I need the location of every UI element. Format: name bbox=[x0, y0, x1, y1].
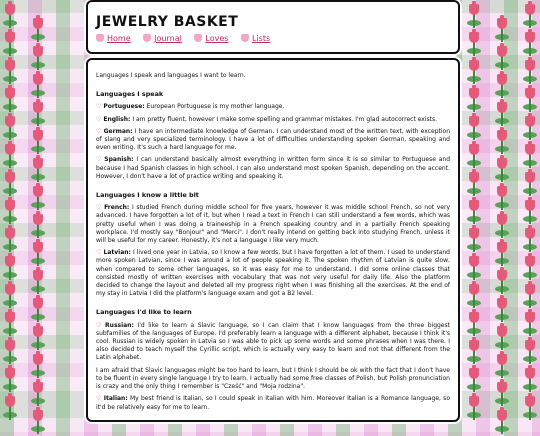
site-header bbox=[86, 0, 460, 54]
tulip-icon bbox=[30, 18, 46, 44]
language-name: Latvian: bbox=[103, 249, 131, 257]
tulip-icon bbox=[30, 354, 46, 380]
tulip-icon bbox=[30, 158, 46, 184]
tulip-icon bbox=[30, 74, 46, 100]
heart-icon: ♡ bbox=[96, 115, 102, 123]
section-heading-little: Languages I know a little bit bbox=[96, 191, 199, 200]
tulip-icon bbox=[2, 60, 18, 86]
list-item bbox=[96, 395, 450, 411]
tulip-icon bbox=[494, 46, 510, 72]
list-item bbox=[96, 116, 450, 124]
tulip-icon bbox=[30, 186, 46, 212]
tulip-icon bbox=[2, 340, 18, 366]
tulip-icon bbox=[522, 172, 538, 198]
language-description: I lived one year in Latvia, so I know a few words, but I have forgotten a lot of them. I used to understand more spoken Latvian, since I was around a lot of people speaking it. The spoken rhythm of Latvian is quite slow, when compared to some other languages, so it was easy for me to understand. I did some online classes that consisted mostly of written exercises with vocabulary that was not very useful for daily life. Also the platform decided to change the layout and deleted all my progress right when I was finishing all the exercises. At the end of my stay in Latvia I did the platform's language exam and got a B2 level. bbox=[96, 249, 450, 298]
nav-home-label: Home bbox=[107, 34, 131, 43]
language-name: Italian: bbox=[103, 395, 128, 403]
language-description: I'd like to learn a Slavic language, so I can claim that I know languages from the three biggest subfamilies of the languages of Europe. I'd preferably learn a language with a different alphabet, because I think it's cool. Russian is widely spoken in Latvia so I was able to pick up some words and some phrases when I was there. I also decided to teach myself the Cyrillic script, which is actually very easy to learn and not that different from the Latin alphabet. bbox=[96, 321, 450, 362]
language-name: Portuguese: bbox=[103, 103, 145, 111]
tulip-icon bbox=[522, 396, 538, 422]
tulip-icon bbox=[522, 228, 538, 254]
tulip-icon bbox=[466, 312, 482, 338]
heart-icon: ♡ bbox=[96, 103, 102, 111]
heart-icon: ♡ bbox=[96, 249, 102, 257]
tulip-icon bbox=[522, 144, 538, 170]
language-description: I have an intermediate knowledge of German. I can understand most of the written text, with exception of slang and very specialized terminology. I have a lot of difficulties understanding spoken German, speaking and even writing. It's such a hard language for me. bbox=[96, 127, 450, 152]
tulip-icon bbox=[96, 34, 104, 42]
tulip-icon bbox=[466, 396, 482, 422]
tulip-icon bbox=[494, 130, 510, 156]
tulip-icon bbox=[522, 200, 538, 226]
section-heading-speak: Languages I speak bbox=[96, 90, 164, 99]
tulip-icon bbox=[494, 326, 510, 352]
tulip-icon bbox=[2, 396, 18, 422]
tulip-icon bbox=[494, 158, 510, 184]
tulip-icon bbox=[2, 4, 18, 30]
nav-journal-link[interactable] bbox=[143, 34, 182, 43]
tulip-icon bbox=[30, 102, 46, 128]
tulip-icon bbox=[466, 368, 482, 394]
tulip-icon bbox=[494, 382, 510, 408]
tulip-icon bbox=[466, 144, 482, 170]
list-item-continued: I am afraid that Slavic languages might be too hard to learn, but I think I should be ok with the fact that I don't have to be fluent in every single language I try to learn. I actually had some free classes of Polish, but Polish pronunciation is crazy and the only thing I remember is "Cześć" and "Moja rodzina". bbox=[96, 366, 450, 391]
language-name: English: bbox=[103, 115, 131, 123]
section-heading-learn: Languages I'd like to learn bbox=[96, 308, 192, 317]
tulip-icon bbox=[466, 116, 482, 142]
tulip-icon bbox=[466, 228, 482, 254]
tulip-icon bbox=[30, 326, 46, 352]
tulip-icon bbox=[2, 116, 18, 142]
list-item bbox=[96, 103, 450, 111]
tulip-icon bbox=[522, 60, 538, 86]
tulip-icon bbox=[466, 284, 482, 310]
tulip-icon bbox=[522, 32, 538, 58]
tulip-icon bbox=[2, 88, 18, 114]
list-item bbox=[96, 249, 450, 298]
language-description: I can understand basically almost everything in written form since it is so similar to Portuguese and because I had Spanish classes in high school. I can also understand most spoken Spanish, depending on the accent. However, I don't have a lot of practice writing and speaking it. bbox=[96, 156, 450, 180]
tulip-icon bbox=[522, 116, 538, 142]
tulip-icon bbox=[494, 18, 510, 44]
tulip-icon bbox=[466, 32, 482, 58]
tulip-icon bbox=[466, 200, 482, 226]
language-description: I studied French during middle school for five years, however it was middle school French, so not very advanced. I have forgotten a lot of it, but when I read a text in French I can still understand a few words, which was pretty useful when I was doing a traineeship in a French speaking country and in a partially French speaking workplace. I'd mostly say "Bonjour" and "Merci". I don't really intend on getting back into studying French, unless it will be useful for my career. Honestly, it's not a language I like very much. bbox=[96, 204, 450, 245]
intro-text: Languages I speak and languages I want to learn. bbox=[96, 72, 246, 79]
tulip-icon bbox=[466, 88, 482, 114]
heart-icon: ♡ bbox=[96, 321, 104, 329]
nav-lists-link[interactable] bbox=[241, 34, 270, 43]
tulip-icon bbox=[522, 368, 538, 394]
tulip-icon bbox=[30, 242, 46, 268]
site-title: JEWELRY BASKET bbox=[96, 14, 239, 30]
tulip-icon bbox=[2, 228, 18, 254]
tulip-icon bbox=[2, 172, 18, 198]
tulip-icon bbox=[241, 34, 249, 42]
language-name: Spanish: bbox=[104, 156, 134, 164]
tulip-icon bbox=[522, 312, 538, 338]
tulip-icon bbox=[494, 410, 510, 436]
tulip-icon bbox=[30, 270, 46, 296]
tulip-icon bbox=[2, 144, 18, 170]
list-item bbox=[96, 128, 450, 153]
tulip-icon bbox=[30, 46, 46, 72]
nav-home-link[interactable] bbox=[96, 34, 131, 43]
language-description: I am pretty fluent, however I make some spelling and grammar mistakes. I'm glad autocorrect exists. bbox=[130, 115, 438, 123]
tulip-icon bbox=[194, 34, 202, 42]
list-item bbox=[96, 322, 450, 363]
language-description: European Portuguese is my mother language. bbox=[144, 103, 285, 111]
tulip-icon bbox=[30, 298, 46, 324]
tulip-icon bbox=[466, 4, 482, 30]
tulip-icon bbox=[522, 88, 538, 114]
tulip-icon bbox=[494, 186, 510, 212]
heart-icon: ♡ bbox=[96, 204, 103, 212]
tulip-icon bbox=[466, 256, 482, 282]
tulip-icon bbox=[522, 4, 538, 30]
tulip-icon bbox=[522, 256, 538, 282]
language-name: German: bbox=[103, 127, 133, 135]
tulip-icon bbox=[466, 340, 482, 366]
tulip-icon bbox=[522, 284, 538, 310]
language-name: Russian: bbox=[105, 321, 134, 329]
tulip-icon bbox=[466, 60, 482, 86]
tulip-icon bbox=[2, 32, 18, 58]
tulip-icon bbox=[494, 102, 510, 128]
tulip-icon bbox=[2, 284, 18, 310]
list-item bbox=[96, 204, 450, 245]
list-item bbox=[96, 156, 450, 181]
main-nav bbox=[96, 34, 458, 43]
tulip-icon bbox=[466, 172, 482, 198]
tulip-icon bbox=[522, 340, 538, 366]
tulip-icon bbox=[143, 34, 151, 42]
tulip-icon bbox=[494, 298, 510, 324]
heart-icon: ♡ bbox=[96, 127, 102, 135]
tulip-icon bbox=[2, 312, 18, 338]
nav-loves-link[interactable] bbox=[194, 34, 228, 43]
content-panel[interactable] bbox=[86, 58, 460, 422]
nav-journal-label: Journal bbox=[154, 34, 182, 43]
tulip-icon bbox=[2, 368, 18, 394]
language-name: French: bbox=[104, 204, 130, 212]
heart-icon: ♡ bbox=[96, 156, 103, 164]
tulip-icon bbox=[494, 242, 510, 268]
tulip-icon bbox=[30, 130, 46, 156]
nav-loves-label: Loves bbox=[205, 34, 229, 43]
tulip-icon bbox=[494, 214, 510, 240]
language-description: My best friend is Italian, so I could speak in Italian with him. Moreover Italian is a Romance language, so it'd be relatively easy for me to learn. bbox=[96, 395, 450, 411]
heart-icon: ♡ bbox=[96, 395, 102, 403]
tulip-icon bbox=[494, 354, 510, 380]
tulip-icon bbox=[30, 410, 46, 436]
tulip-icon bbox=[494, 270, 510, 296]
tulip-icon bbox=[30, 214, 46, 240]
tulip-icon bbox=[494, 74, 510, 100]
tulip-icon bbox=[30, 382, 46, 408]
tulip-icon bbox=[2, 256, 18, 282]
nav-lists-label: Lists bbox=[251, 34, 271, 43]
tulip-icon bbox=[2, 200, 18, 226]
